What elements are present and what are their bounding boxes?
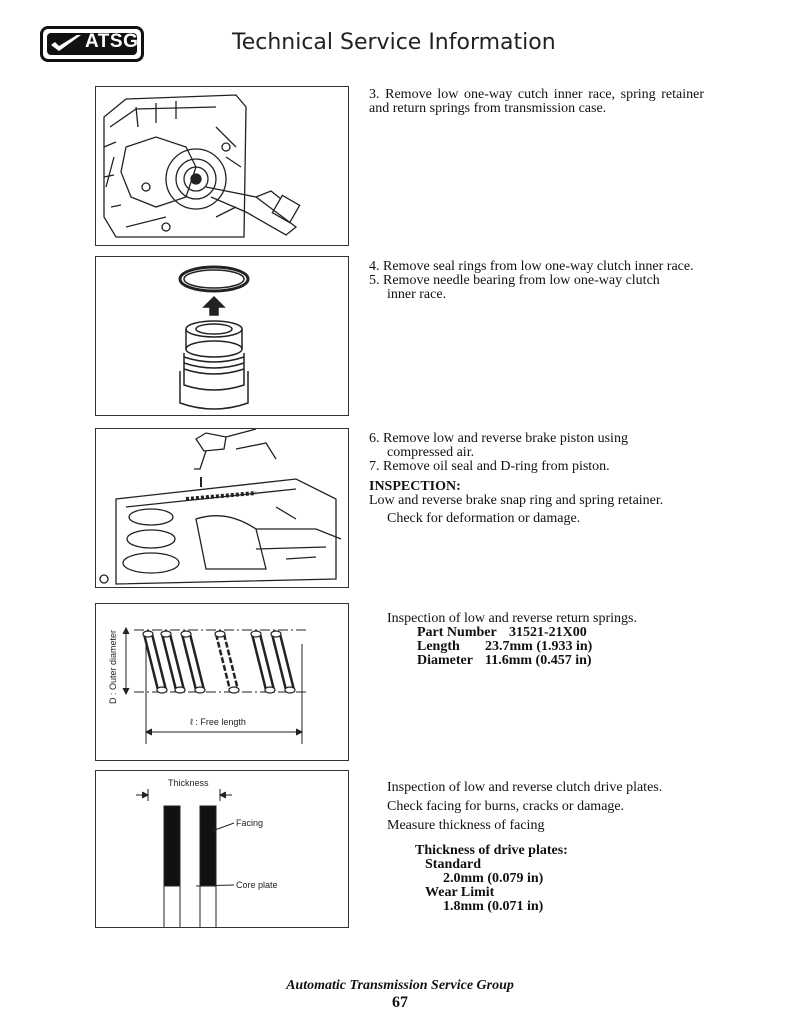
seal-ring-illustration [96, 257, 348, 415]
plates-text [387, 778, 707, 835]
outer-diameter-label: D : Outer diameter [108, 629, 118, 704]
free-length-label: ℓ : Free length [190, 717, 246, 727]
figure-brake-piston [95, 428, 349, 588]
diameter-label: Diameter [417, 653, 473, 668]
plates-line-1: Inspection of low and reverse clutch drive plates. [387, 780, 663, 795]
atsg-logo [40, 26, 144, 62]
plates-line-3: Measure thickness of facing [387, 818, 545, 833]
spec-length [387, 640, 707, 654]
facing-label: Facing [236, 818, 264, 828]
step-3-text [369, 88, 704, 116]
length-label: Length [417, 639, 460, 654]
footer-org: Automatic Transmission Service Group [286, 978, 514, 993]
spec-part-number [387, 626, 707, 640]
return-springs-diagram [96, 604, 348, 760]
part-number-label: Part Number [417, 625, 497, 640]
spec-diameter [387, 654, 707, 668]
step-4-5-text [369, 260, 704, 302]
step-6-7-text [369, 432, 704, 526]
core-plate-label: Core plate [236, 880, 278, 890]
logo-text: ATSG [85, 31, 139, 52]
thickness-label: Thickness [168, 778, 209, 788]
logo-check-icon [49, 33, 83, 55]
plates-spec [415, 844, 568, 914]
drive-plate-diagram [96, 771, 348, 927]
standard-label: Standard [425, 857, 482, 872]
wear-limit-label: Wear Limit [425, 885, 495, 900]
figure-return-springs [95, 603, 349, 761]
step-6-cont: compressed air. [387, 445, 475, 460]
page-number: 67 [392, 994, 408, 1011]
inspection-line-1: Low and reverse brake snap ring and spring retainer. [369, 493, 664, 508]
step-5-cont: inner race. [387, 287, 447, 302]
figure-case-inner-race [95, 86, 349, 246]
step-6: 6. Remove low and reverse brake piston using [369, 431, 628, 446]
plates-line-2: Check facing for burns, cracks or damage. [387, 799, 625, 814]
figure-seal-rings [95, 256, 349, 416]
springs-text [387, 612, 707, 668]
figure-drive-plate [95, 770, 349, 928]
wear-limit-value: 1.8mm (0.071 in) [443, 899, 544, 914]
diameter-value: 11.6mm (0.457 in) [485, 653, 592, 668]
thickness-heading: Thickness of drive plates: [415, 843, 568, 858]
inspection-heading: INSPECTION: [369, 479, 461, 494]
part-number-value: 31521-21X00 [509, 625, 587, 640]
length-value: 23.7mm (1.933 in) [485, 639, 593, 654]
inspection-line-2: Check for deformation or damage. [387, 511, 581, 526]
standard-value: 2.0mm (0.079 in) [443, 871, 544, 886]
springs-intro: Inspection of low and reverse return springs. [387, 611, 637, 626]
step-3: 3. Remove low one-way cutch inner race, spring retainer and return springs from transmission case. [369, 87, 704, 116]
step-4: 4. Remove seal rings from low one-way clutch inner race. [369, 259, 694, 274]
step-5: 5. Remove needle bearing from low one-way clutch [369, 273, 660, 288]
transmission-case-illustration [96, 87, 348, 245]
step-7: 7. Remove oil seal and D-ring from piston. [369, 459, 610, 474]
page-title: Technical Service Information [232, 30, 556, 55]
brake-piston-illustration [96, 429, 348, 587]
